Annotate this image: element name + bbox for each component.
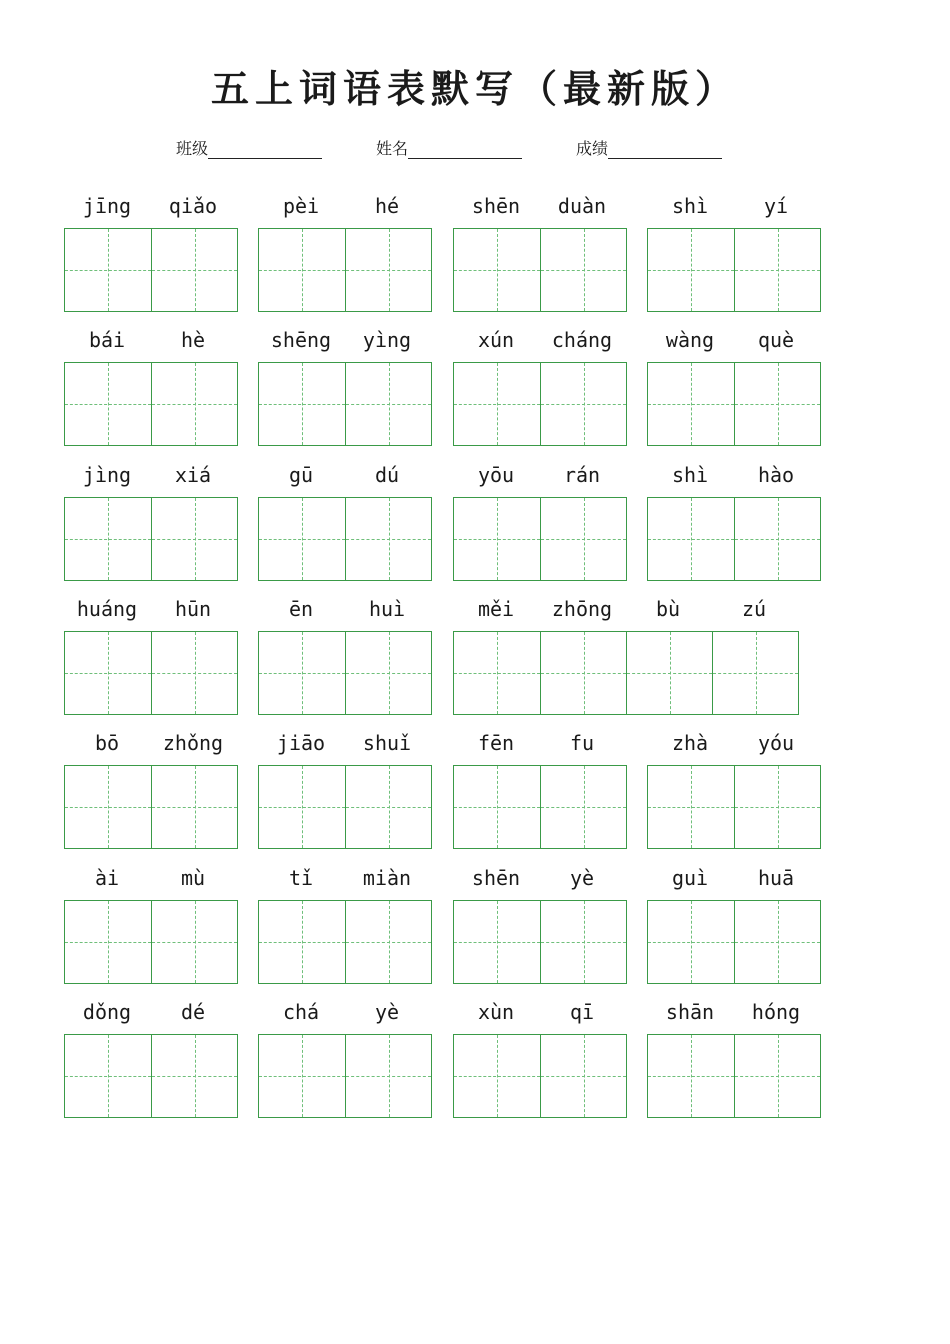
writing-cell[interactable] <box>259 1035 345 1117</box>
tianzige-box <box>258 1034 432 1118</box>
writing-cell[interactable] <box>626 632 712 714</box>
pinyin-label: yóu <box>757 731 795 755</box>
tianzige-box <box>64 765 238 849</box>
writing-cell[interactable] <box>259 901 345 983</box>
word-block <box>64 868 238 988</box>
class-blank[interactable] <box>208 140 322 159</box>
class-field[interactable] <box>176 136 322 160</box>
writing-cell[interactable] <box>454 498 540 580</box>
tianzige-box <box>64 1034 238 1118</box>
pinyin-label: fēn <box>477 731 515 755</box>
pinyin-label: shēn <box>471 194 521 218</box>
pinyin-label: mù <box>180 866 206 890</box>
writing-cell[interactable] <box>259 498 345 580</box>
tianzige-box <box>453 900 627 984</box>
word-block <box>64 465 238 585</box>
pinyin-label: què <box>757 328 795 352</box>
writing-cell[interactable] <box>345 901 431 983</box>
word-block <box>64 330 238 450</box>
pinyin-label: qī <box>569 1000 595 1024</box>
word-block <box>258 330 432 450</box>
tianzige-box <box>453 228 627 312</box>
tianzige-box <box>258 900 432 984</box>
pinyin-label: shuǐ <box>362 731 412 755</box>
word-block <box>647 330 821 450</box>
pinyin-label: dú <box>374 463 400 487</box>
pinyin-label: shì <box>671 194 709 218</box>
word-block <box>453 330 627 450</box>
writing-cell[interactable] <box>540 632 626 714</box>
name-label: 姓名 <box>376 139 409 158</box>
writing-cell[interactable] <box>454 363 540 445</box>
pinyin-label: měi <box>477 597 515 621</box>
tianzige-box <box>453 765 627 849</box>
writing-cell[interactable] <box>151 632 237 714</box>
writing-cell[interactable] <box>65 901 151 983</box>
pinyin-label: fu <box>569 731 595 755</box>
page-title: 五上词语表默写（最新版） <box>210 66 739 111</box>
writing-cell[interactable] <box>734 363 820 445</box>
tianzige-box <box>453 362 627 446</box>
pinyin-label: ēn <box>288 597 314 621</box>
writing-cell[interactable] <box>65 632 151 714</box>
pinyin-label: shān <box>665 1000 715 1024</box>
writing-cell[interactable] <box>712 632 798 714</box>
pinyin-label: chá <box>282 1000 320 1024</box>
word-block <box>647 465 821 585</box>
writing-cell[interactable] <box>65 229 151 311</box>
writing-cell[interactable] <box>345 498 431 580</box>
word-block <box>647 196 821 316</box>
pinyin-label: yè <box>569 866 595 890</box>
pinyin-label: dǒng <box>82 1000 132 1024</box>
writing-cell[interactable] <box>454 901 540 983</box>
pinyin-label: wàng <box>665 328 715 352</box>
writing-cell[interactable] <box>540 766 626 848</box>
pinyin-label: yōu <box>477 463 515 487</box>
pinyin-label: dé <box>180 1000 206 1024</box>
writing-cell[interactable] <box>734 766 820 848</box>
score-field[interactable] <box>576 136 722 160</box>
writing-cell[interactable] <box>345 363 431 445</box>
writing-cell[interactable] <box>540 901 626 983</box>
tianzige-box <box>258 631 432 715</box>
tianzige-box <box>647 765 821 849</box>
tianzige-box <box>258 765 432 849</box>
word-block <box>453 465 627 585</box>
writing-cell[interactable] <box>540 1035 626 1117</box>
pinyin-label: bō <box>94 731 120 755</box>
pinyin-label: hūn <box>174 597 212 621</box>
writing-cell[interactable] <box>151 498 237 580</box>
word-block <box>453 599 799 719</box>
writing-cell[interactable] <box>259 766 345 848</box>
writing-cell[interactable] <box>151 363 237 445</box>
word-block <box>64 196 238 316</box>
pinyin-label: jiāo <box>276 731 326 755</box>
tianzige-box <box>647 497 821 581</box>
tianzige-box <box>258 497 432 581</box>
tianzige-box <box>647 1034 821 1118</box>
pinyin-label: rán <box>563 463 601 487</box>
pinyin-label: xún <box>477 328 515 352</box>
name-field[interactable] <box>376 136 522 160</box>
writing-cell[interactable] <box>345 632 431 714</box>
word-block <box>453 868 627 988</box>
name-blank[interactable] <box>408 140 522 159</box>
pinyin-label: gū <box>288 463 314 487</box>
pinyin-label: xùn <box>477 1000 515 1024</box>
writing-cell[interactable] <box>259 632 345 714</box>
writing-cell[interactable] <box>454 229 540 311</box>
word-block <box>647 733 821 853</box>
pinyin-label: huā <box>757 866 795 890</box>
word-block <box>258 1002 432 1122</box>
writing-cell[interactable] <box>259 229 345 311</box>
writing-cell[interactable] <box>648 1035 734 1117</box>
writing-cell[interactable] <box>648 766 734 848</box>
pinyin-label: zhà <box>671 731 709 755</box>
writing-cell[interactable] <box>734 229 820 311</box>
pinyin-label: pèi <box>282 194 320 218</box>
word-block <box>64 599 238 719</box>
pinyin-label: guì <box>671 866 709 890</box>
pinyin-label: shēng <box>270 328 332 352</box>
writing-cell[interactable] <box>151 766 237 848</box>
pinyin-label: zú <box>741 597 767 621</box>
writing-cell[interactable] <box>345 766 431 848</box>
writing-cell[interactable] <box>65 498 151 580</box>
writing-cell[interactable] <box>65 1035 151 1117</box>
pinyin-label: cháng <box>551 328 613 352</box>
tianzige-box <box>64 362 238 446</box>
writing-cell[interactable] <box>259 363 345 445</box>
word-block <box>453 196 627 316</box>
pinyin-label: xiá <box>174 463 212 487</box>
pinyin-label: hè <box>180 328 206 352</box>
score-blank[interactable] <box>608 140 722 159</box>
word-block <box>258 465 432 585</box>
pinyin-label: bù <box>655 597 681 621</box>
tianzige-box <box>64 631 238 715</box>
pinyin-label: zhǒng <box>162 731 224 755</box>
writing-cell[interactable] <box>734 901 820 983</box>
word-block <box>453 733 627 853</box>
pinyin-label: shēn <box>471 866 521 890</box>
tianzige-box <box>64 497 238 581</box>
pinyin-label: zhōng <box>551 597 613 621</box>
pinyin-label: yí <box>763 194 789 218</box>
writing-cell[interactable] <box>454 632 540 714</box>
writing-cell[interactable] <box>345 229 431 311</box>
pinyin-label: duàn <box>557 194 607 218</box>
writing-cell[interactable] <box>540 229 626 311</box>
writing-cell[interactable] <box>345 1035 431 1117</box>
pinyin-label: qiǎo <box>168 194 218 218</box>
writing-cell[interactable] <box>648 498 734 580</box>
word-block <box>64 733 238 853</box>
tianzige-box <box>647 900 821 984</box>
pinyin-label: tǐ <box>288 866 314 890</box>
class-label: 班级 <box>176 139 209 158</box>
writing-cell[interactable] <box>151 1035 237 1117</box>
pinyin-label: huì <box>368 597 406 621</box>
writing-cell[interactable] <box>454 1035 540 1117</box>
pinyin-label: shì <box>671 463 709 487</box>
pinyin-label: hào <box>757 463 795 487</box>
score-label: 成绩 <box>576 139 609 158</box>
writing-cell[interactable] <box>454 766 540 848</box>
writing-cell[interactable] <box>151 901 237 983</box>
tianzige-box <box>647 228 821 312</box>
pinyin-label: yìng <box>362 328 412 352</box>
pinyin-label: ài <box>94 866 120 890</box>
writing-cell[interactable] <box>648 363 734 445</box>
pinyin-label: hé <box>374 194 400 218</box>
writing-cell[interactable] <box>65 766 151 848</box>
writing-cell[interactable] <box>65 363 151 445</box>
pinyin-label: hóng <box>751 1000 801 1024</box>
writing-cell[interactable] <box>734 498 820 580</box>
tianzige-box <box>453 631 799 715</box>
writing-cell[interactable] <box>540 363 626 445</box>
tianzige-box <box>258 228 432 312</box>
writing-cell[interactable] <box>648 901 734 983</box>
word-block <box>647 868 821 988</box>
tianzige-box <box>453 497 627 581</box>
writing-cell[interactable] <box>540 498 626 580</box>
word-block <box>258 599 432 719</box>
writing-cell[interactable] <box>648 229 734 311</box>
pinyin-label: jìng <box>82 463 132 487</box>
tianzige-box <box>453 1034 627 1118</box>
tianzige-box <box>647 362 821 446</box>
word-block <box>64 1002 238 1122</box>
tianzige-box <box>64 900 238 984</box>
pinyin-label: yè <box>374 1000 400 1024</box>
word-block <box>258 196 432 316</box>
tianzige-box <box>64 228 238 312</box>
word-block <box>258 733 432 853</box>
word-block <box>647 1002 821 1122</box>
word-block <box>258 868 432 988</box>
pinyin-label: huáng <box>76 597 138 621</box>
pinyin-label: bái <box>88 328 126 352</box>
word-block <box>453 1002 627 1122</box>
writing-cell[interactable] <box>734 1035 820 1117</box>
writing-cell[interactable] <box>151 229 237 311</box>
tianzige-box <box>258 362 432 446</box>
pinyin-label: jīng <box>82 194 132 218</box>
pinyin-label: miàn <box>362 866 412 890</box>
